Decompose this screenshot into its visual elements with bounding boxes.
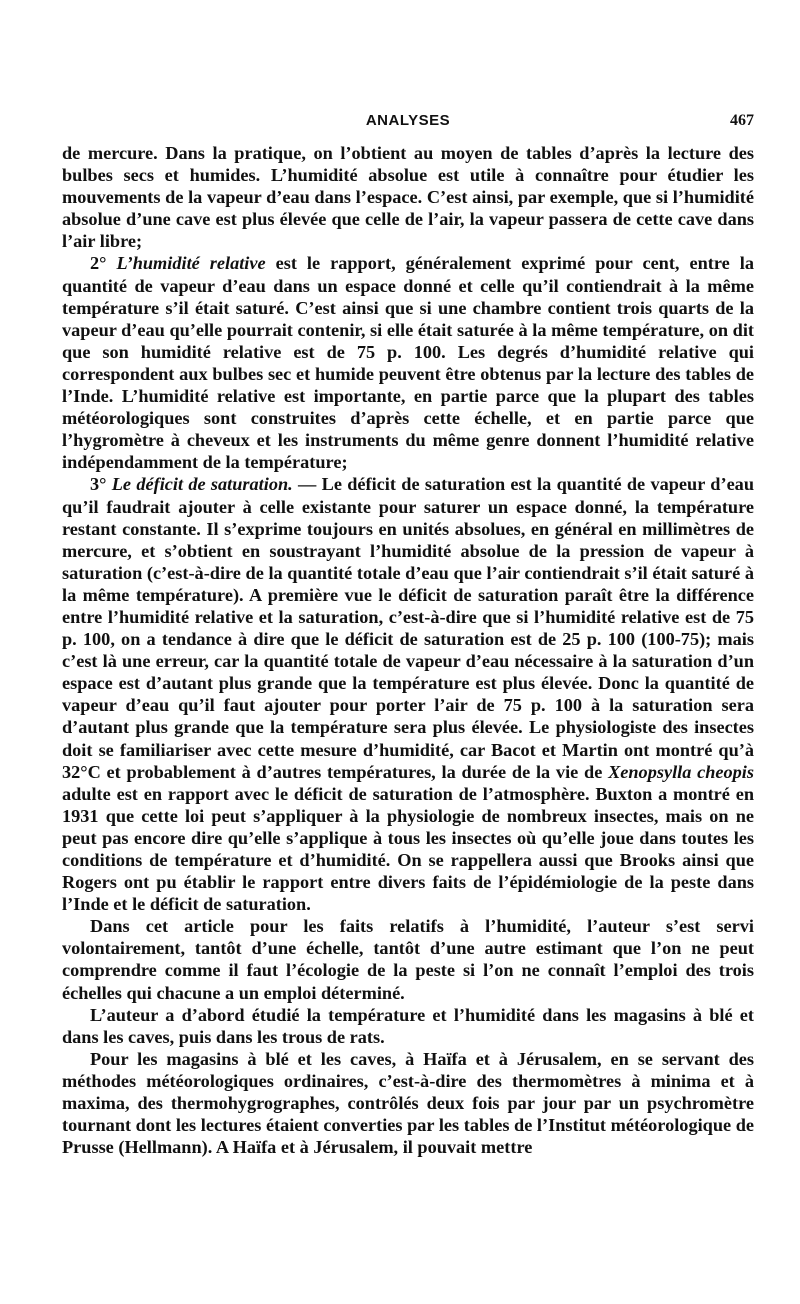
paragraph-study: L’auteur a d’abord étudié la température et l’humidité dans les magasins à blé et dans les caves, puis dans les trous de rats.: [62, 1004, 754, 1047]
paragraph-text: est le rapport, généralement exprimé pour cent, entre la quantité de vapeur d’eau dans un espace donné et celle qu’il contiendrait à la même température s’il était saturé. C’est ainsi que si une chambre contient trois quarts de la vapeur d’eau qu’elle pourrait contenir, si elle était saturée à la même température, on dit que son humidité relative est de 75 p. 100. Les degrés d’humidité relative qui correspondent aux bulbes sec et humide peuvent être obtenus par la lecture des tables de l’Inde. L’humidité relative est importante, en partie parce que la plupart des tables météorologiques sont construites d’après cette échelle, et en partie parce que l’hygromètre à cheveux et les instruments du même genre donnent l’humidité relative indépendamment de la température;: [62, 253, 755, 473]
paragraph-text: adulte est en rapport avec le déficit de saturation de l’atmosphère. Buxton a montré en 1931 que cette loi peut s’appliquer à la physiologie de nombreux insectes, mais on ne peut pas encore dire qu’elle s’applique à tous les insectes où qu’elle joue dans toutes les conditions de température et d’humidité. On se rappellera aussi que Brooks ainsi que Rogers ont pu établir le rapport entre divers faits de l’épidémiologie de la peste dans l’Inde et le déficit de saturation.: [62, 783, 754, 915]
term-saturation-deficit: Le déficit de saturation.: [111, 474, 293, 495]
document-page: [62, 112, 754, 1158]
item-number: 3°: [90, 474, 112, 495]
paragraph-scales: Dans cet article pour les faits relatifs à l’humidité, l’auteur s’est servi volontairement, tantôt d’une échelle, tantôt d’une autre estimant que l’on ne peut comprendre comme il faut l’écologie de la peste si l’on ne connaît l’emploi des trois échelles qui chacune a un emploi déterminé.: [62, 916, 754, 1003]
page-number: 467: [730, 112, 754, 129]
paragraph-relative-humidity: [62, 252, 754, 473]
species-name: Xenopsylla cheopis: [608, 761, 754, 782]
paragraph-text: — Le déficit de saturation est la quantité de vapeur d’eau qu’il faudrait ajouter à celle existante pour saturer un espace donné, la température restant constante. Il s’exprime toujours en unités absolues, en général en millimètres de mercure, et s’obtient en soustrayant l’humidité absolue de la pression de vapeur à saturation (c’est-à-dire de la quantité totale d’eau que l’air contiendrait s’il était saturé à la même température). A première vue le déficit de saturation paraît être la différence entre l’humidité relative et la saturation, c’est-à-dire que si l’humidité relative est de 75 p. 100, on a tendance à dire que le déficit de saturation est de 25 p. 100 (100-75); mais c’est là une erreur, car la quantité totale de vapeur d’eau nécessaire à la saturation d’un espace est d’autant plus grande que la température est plus élevée. Donc la quantité de vapeur d’eau qu’il faut ajouter pour porter l’air de 75 p. 100 à la saturation sera d’autant plus grande que la température sera plus élevée. Le physiologiste des insectes doit se familiariser avec cette mesure d’humidité, car Bacot et Martin ont montré qu’à 32°C et probablement à d’autres températures, la durée de la vie de: [62, 474, 754, 782]
item-number: 2°: [90, 253, 117, 274]
term-relative-humidity: L’humidité relative: [116, 253, 266, 274]
body-text: [62, 142, 754, 1158]
paragraph-methods: Pour les magasins à blé et les caves, à Haïfa et à Jérusalem, en se servant des méthodes météorologiques ordinaires, c’est-à-dire des thermomètres à minima et à maxima, des thermohygrographes, contrôlés deux fois par jour par un psychromètre tournant dont les lectures étaient converties par les tables de l’Institut météorologique de Prusse (Hellmann). A Haïfa et à Jérusalem, il pouvait mettre: [62, 1048, 754, 1158]
running-title: ANALYSES: [365, 112, 451, 129]
paragraph-absolute-humidity: de mercure. Dans la pratique, on l’obtient au moyen de tables d’après la lecture des bulbes secs et humides. L’humidité absolue est utile à connaître pour étudier les mouvements de la vapeur d’eau dans l’espace. C’est ainsi, par exemple, que si l’humidité absolue d’une cave est plus élevée que celle de l’air, la vapeur passera de cette cave dans l’air libre;: [62, 143, 754, 252]
running-header: [62, 112, 754, 142]
paragraph-saturation-deficit: [62, 473, 754, 915]
